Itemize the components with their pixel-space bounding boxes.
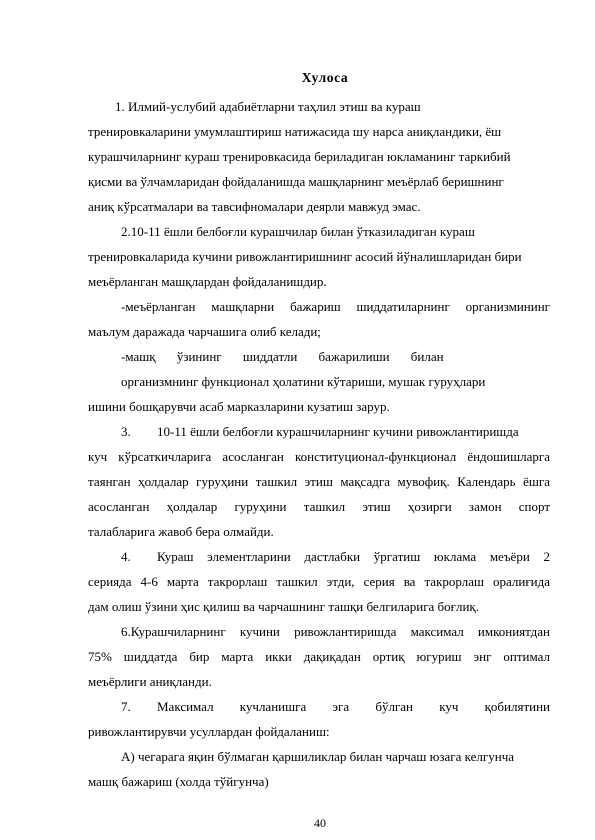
paragraph-5-line-1 [121,423,519,441]
paragraph-5-line-4: асосланган ҳолдалар гуруҳини ташкил этиш ҳозирги замон спорт [88,499,550,514]
paragraph-8-number: 7. [121,699,131,714]
paragraph-4-line-1: -машқ ўзининг шиддатли бажарилиши билан [121,349,444,364]
page-title: Хулоса [301,70,349,85]
paragraph-1-line-4: қисми ва ўлчамларидан фойдаланишда машқларнинг меъёрлаб беришнинг [88,174,504,189]
paragraph-6-line-2: серияда 4-6 марта такрорлаш ташкил этди, серия ва такрорлаш оралиғида [88,574,550,589]
paragraph-1-line-3: курашчиларнинг кураш тренировкасида бериладиган юкламанинг таркибий [88,149,511,164]
paragraph-6-line-1-text: Кураш элементларини дастлабки ўргатиш юклама меъёри 2 [157,549,550,564]
paragraph-7-line-1: 6.Курашчиларнинг кучини ривожлантиришда максимал имкониятдан [121,624,550,639]
paragraph-5-line-2: куч кўрсаткичларига асосланган конституционал-функционал ёндошишларга [88,449,550,464]
paragraph-7-line-3: меъёрлиги аниқланди. [88,674,212,689]
paragraph-2-line-3: меъёрланган машқлардан фойдаланишдир. [88,274,327,289]
paragraph-3-line-2: маълум даражада чарчашига олиб келади; [88,324,321,339]
paragraph-8-line-1 [121,698,550,716]
paragraph-2-line-1: 2.10-11 ёшли белбоғли курашчилар билан ўтказиладиган кураш [121,224,475,239]
paragraph-9-line-1: А) чегарага яқин бўлмаган қаршиликлар билан чарчаш юзага келгунча [121,749,515,764]
paragraph-1-line-5: аниқ кўрсатмалари ва тавсифномалари деярли мавжуд эмас. [88,199,421,214]
paragraph-8-line-2: ривожлантирувчи усуллардан фойдаланиш: [88,724,330,739]
paragraph-9-line-2: машқ бажариш (холда тўйгунча) [88,774,269,789]
paragraph-8-line-1-text: Максимал кучланишга эга бўлган куч қобилятини [157,699,550,714]
paragraph-3-line-1: -меъёрланган машқларни бажариш шиддатиларнинг организмининг [121,299,550,314]
paragraph-1-line-2: тренировкаларини умумлаштириш натижасида шу нарса аниқландики, ёш [88,124,502,139]
paragraph-5-line-1-text: 10-11 ёшли белбоғли курашчиларнинг кучини ривожлантиришда [157,424,519,439]
paragraph-2-line-2: тренировкаларида кучини ривожлантиришнинг асосий йўналишларидан бири [88,249,522,264]
paragraph-5-line-3: таянган ҳолдалар гуруҳини ташкил этиш мақсадга мувофиқ. Календарь ёшга [88,474,550,489]
paragraph-7-line-2: 75% шиддатда бир марта икки дақиқадан ортиқ югуриш энг оптимал [88,649,550,664]
paragraph-6-line-3: дам олиш ўзини ҳис қилиш ва чарчашнинг ташқи белгиларига боғлиқ. [88,599,480,614]
paragraph-4-line-2: организмнинг функционал ҳолатини кўтариши, мушак гуруҳлари [121,374,486,389]
paragraph-5-number: 3. [121,424,131,439]
page-number: 40 [314,816,326,830]
paragraph-4-line-3: ишини бошқарувчи асаб марказларини кузатиш зарур. [88,399,390,414]
paragraph-5-line-5: талабларига жавоб бера олмайди. [88,524,274,539]
paragraph-6-number: 4. [121,549,131,564]
paragraph-6-line-1 [121,548,550,566]
paragraph-1-line-1: 1. Илмий-услубий адабиётларни таҳлил этиш ва кураш [115,99,421,114]
